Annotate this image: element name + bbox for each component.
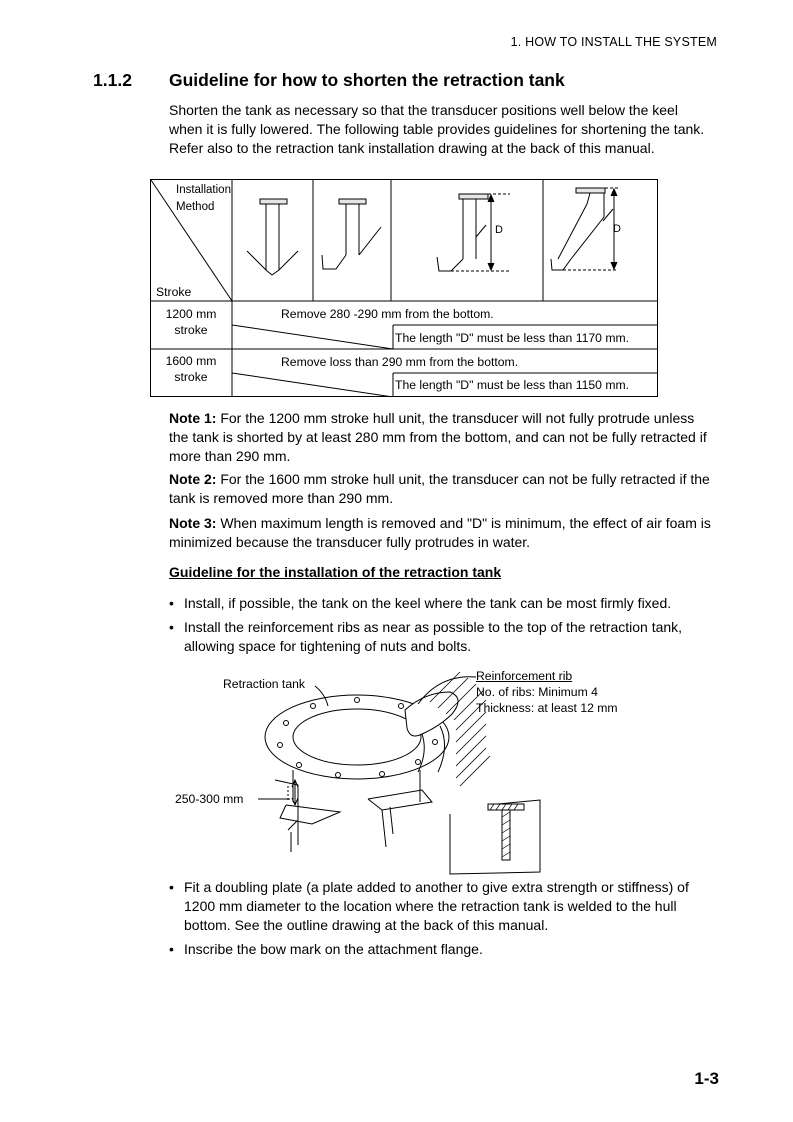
corner-stroke-label: Stroke: [156, 285, 192, 299]
retraction-tank-figure: [160, 662, 680, 877]
method-4-icon: [551, 188, 620, 270]
running-header: 1. HOW TO INSTALL THE SYSTEM: [510, 35, 717, 49]
row-diagonal: [232, 325, 393, 349]
section-number: 1.1.2: [93, 70, 132, 90]
dimension-d-label: D: [495, 224, 503, 236]
ribs-count-label: No. of ribs: Minimum 4: [476, 685, 598, 699]
installation-subheading: Guideline for the installation of the retraction tank: [169, 564, 502, 580]
reinforcement-rib-label: Reinforcement rib: [476, 669, 573, 683]
intro-paragraph: [169, 101, 717, 158]
row-diagonal: [232, 373, 393, 397]
installation-bullets-bottom: [169, 878, 721, 964]
removal-text: Remove 280 -290 mm from the bottom.: [281, 307, 494, 321]
method-2-icon: [322, 199, 381, 269]
installation-bullets-top: [169, 594, 721, 661]
shortening-guideline-table: [150, 179, 658, 397]
thickness-label: Thickness: at least 12 mm: [476, 701, 618, 715]
stroke-cell: 1200 mm stroke: [165, 307, 217, 337]
list-item: • Inscribe the bow mark on the attachment flange.: [169, 940, 721, 959]
list-item: • Fit a doubling plate (a plate added to another to give extra strength or stiffness) of 1200 mm diameter to the location where the retraction tank is welded to the hull bottom. See the outline drawing at the back of this manual.: [169, 878, 721, 935]
removal-text: Remove loss than 290 mm from the bottom.: [281, 355, 519, 369]
section-title: Guideline for how to shorten the retraction tank: [169, 70, 565, 90]
tank-drawing: [160, 662, 680, 877]
stroke-cell: 1600 mm stroke: [165, 354, 217, 384]
intro-line: when it is fully lowered. The following table provides guidelines for shortening the tank.: [169, 121, 705, 137]
intro-line: Shorten the tank as necessary so that the transducer positions well below the keel: [169, 102, 678, 118]
dimension-d-label: D: [613, 223, 621, 235]
retraction-tank-label: Retraction tank: [223, 677, 305, 691]
list-item: • Install, if possible, the tank on the keel where the tank can be most firmly fixed.: [169, 594, 721, 613]
note-3: Note 3: When maximum length is removed and "D" is minimum, the effect of air foam is minimized because the transducer fully protrudes in water.: [169, 515, 711, 550]
intro-line: Refer also to the retraction tank installation drawing at the back of this manual.: [169, 140, 655, 156]
corner-method-label: Installation Method: [176, 184, 231, 213]
list-item: • Install the reinforcement ribs as near as possible to the top of the retraction tank, allowing space for tightening of nuts and bolts.: [169, 618, 721, 656]
height-range-label: 250-300 mm: [175, 792, 244, 806]
note-2: Note 2: For the 1600 mm stroke hull unit, the transducer can not be fully retracted if the tank is removed more than 290 mm.: [169, 471, 710, 506]
page-number: 1-3: [694, 1069, 719, 1088]
length-limit-text: The length "D" must be less than 1150 mm.: [395, 378, 630, 392]
length-limit-text: The length "D" must be less than 1170 mm.: [395, 331, 630, 345]
method-1-icon: [247, 199, 298, 275]
note-1: Note 1: For the 1200 mm stroke hull unit, the transducer will not fully protrude unless the tank is shorted by at least 280 mm from the bottom, and can not be fully retracted if more than 290 mm.: [169, 410, 707, 464]
